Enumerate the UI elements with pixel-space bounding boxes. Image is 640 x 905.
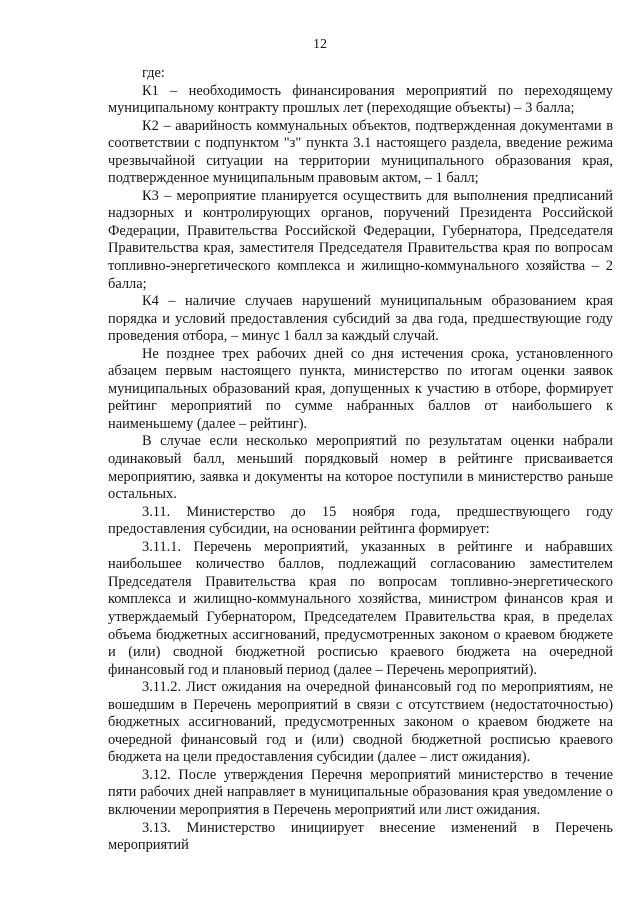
paragraph-3-11-1: 3.11.1. Перечень мероприятий, указанных в рейтинге и набравших наибольшее количество баллов, подлежащий согласованию заместителем Председателя Правительства края по вопросам топливно-энергетического комплекса и жилищно-коммунального хозяйства, министром финансов края и утверждаемый Губернатором, Председателем Правительства края, в пределах объема бюджетных ассигнований, предусмотренных законом о краевом бюджете и (или) сводной бюджетной росписью краевого бюджета на очередной финансовый год и плановый период (далее – Перечень мероприятий). bbox=[108, 538, 613, 678]
paragraph-k2: К2 – аварийность коммунальных объектов, подтвержденная документами в соответствии с подпунктом "з" пункта 3.1 настоящего раздела, введение режима чрезвычайной ситуации на территории муниципального образования края, подтвержденное муниципальным правовым актом, – 1 балл; bbox=[108, 117, 613, 187]
paragraph-k4: К4 – наличие случаев нарушений муниципальным образованием края порядка и условий предоставления субсидий за два года, предшествующие году проведения отбора, – минус 1 балл за каждый случай. bbox=[108, 293, 613, 345]
paragraph-where: где: bbox=[142, 65, 165, 81]
document-body bbox=[108, 65, 613, 855]
paragraph-equal-score: В случае если несколько мероприятий по результатам оценки набрали одинаковый балл, меньший порядковый номер в рейтинге присваивается мероприятию, заявка и документы на которое поступили в министерство раньше остальных. bbox=[108, 433, 613, 503]
paragraph-rating-deadline: Не позднее трех рабочих дней со дня истечения срока, установленного абзацем первым настоящего пункта, министерство по итогам оценки заявок муниципальных образований края, допущенных к участию в отборе, формирует рейтинг мероприятий по сумме набранных баллов от наибольшего к наименьшему (далее – рейтинг). bbox=[108, 345, 613, 432]
page-number: 12 bbox=[313, 37, 327, 52]
paragraph-3-12: 3.12. После утверждения Перечня мероприятий министерство в течение пяти рабочих дней направляет в муниципальные образования края уведомление о включении мероприятия в Перечень мероприятий или лист ожидания. bbox=[108, 766, 613, 818]
paragraph-3-13: 3.13. Министерство инициирует внесение изменений в Перечень мероприятий bbox=[108, 819, 613, 854]
paragraph-3-11-2: 3.11.2. Лист ожидания на очередной финансовый год по мероприятиям, не вошедшим в Перечень мероприятий в связи с отсутствием (недостаточностью) бюджетных ассигнований, предусмотренных законом о краевом бюджете на очередной финансовый год и (или) сводной бюджетной росписью краевого бюджета на цели предоставления субсидии (далее – лист ожидания). bbox=[108, 679, 613, 766]
paragraph-k1: К1 – необходимость финансирования мероприятий по переходящему муниципальному контракту прошлых лет (переходящие объекты) – 3 балла; bbox=[108, 82, 613, 117]
paragraph-3-11: 3.11. Министерство до 15 ноября года, предшествующего году предоставления субсидии, на основании рейтинга формирует: bbox=[108, 503, 613, 538]
paragraph-k3: К3 – мероприятие планируется осуществить для выполнения предписаний надзорных и контролирующих органов, поручений Президента Российской Федерации, Правительства Российской Федерации, Губернатора, Председателя Правительства края, заместителя Председателя Правительства края по вопросам топливно-энергетического комплекса и жилищно-коммунального хозяйства – 2 балла; bbox=[108, 187, 613, 292]
